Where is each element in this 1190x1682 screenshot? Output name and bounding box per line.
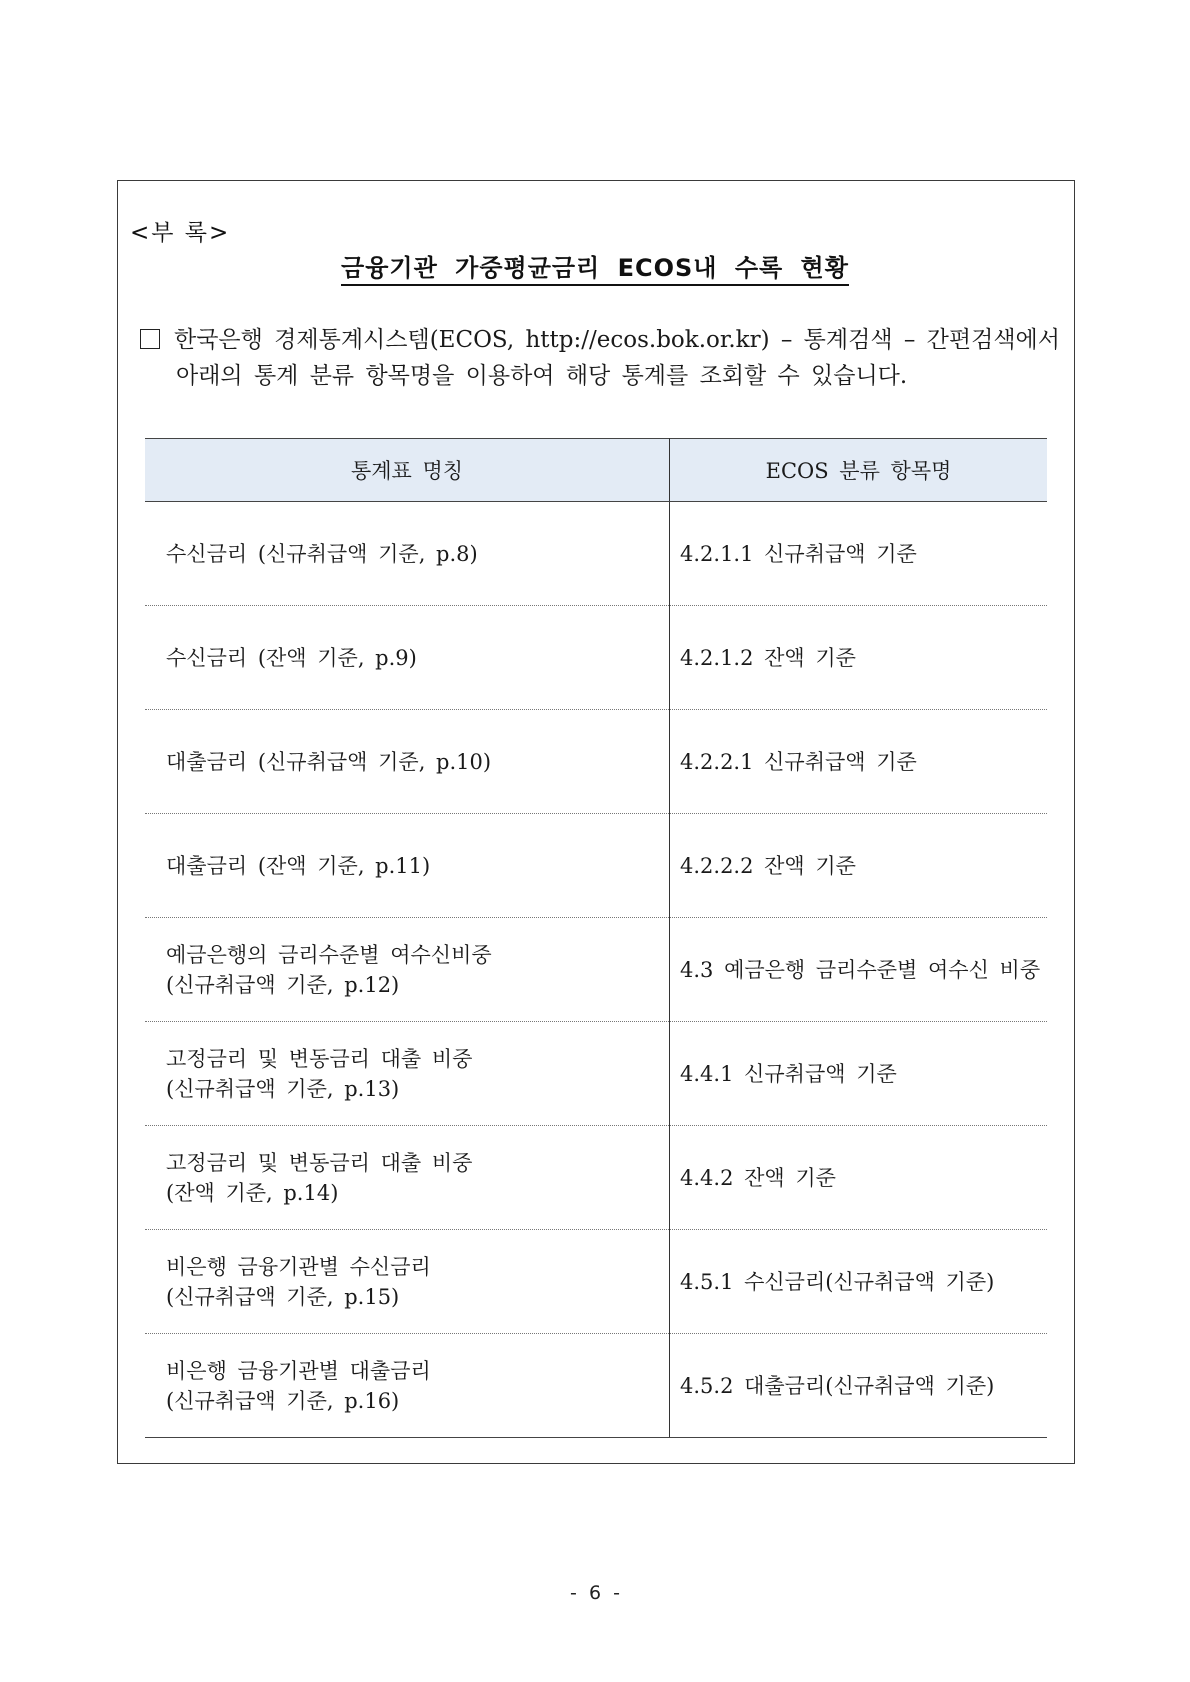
ecos-item-cell: 4.4.2 잔액 기준 (670, 1126, 1048, 1230)
table-name-line-2: (잔액 기준, p.14) (166, 1180, 339, 1205)
ecos-item-cell: 4.2.1.1 신규취급액 기준 (670, 502, 1048, 606)
table-row (145, 606, 1047, 710)
table-name-cell (145, 814, 670, 918)
table-name-line-1: 고정금리 및 변동금리 대출 비중 (166, 1150, 473, 1175)
table-row (145, 1230, 1047, 1334)
table-name-line-1: 대출금리 (신규취급액 기준, p.10) (166, 749, 492, 774)
table-name-cell (145, 918, 670, 1022)
table-name-cell (145, 606, 670, 710)
table-row (145, 1126, 1047, 1230)
table-row (145, 1022, 1047, 1126)
table-row (145, 710, 1047, 814)
checkbox-icon (140, 329, 160, 349)
ecos-item-cell: 4.2.1.2 잔액 기준 (670, 606, 1048, 710)
table-name-line-2: (신규취급액 기준, p.15) (166, 1284, 400, 1309)
appendix-label: <부 록> (130, 220, 231, 246)
table-name-cell (145, 710, 670, 814)
table-name-line-1: 수신금리 (잔액 기준, p.9) (166, 645, 417, 670)
ecos-item-cell: 4.5.1 수신금리(신규취급액 기준) (670, 1230, 1048, 1334)
table-name-line-2: (신규취급액 기준, p.12) (166, 972, 400, 997)
table-name-line-1: 예금은행의 금리수준별 여수신비중 (166, 942, 492, 967)
notice-line-1: 한국은행 경제통계시스템(ECOS, http://ecos.bok.or.kr) – 통계검색 – 간편검색에서 (174, 327, 1060, 353)
table-name-line-1: 비은행 금융기관별 수신금리 (166, 1254, 431, 1279)
table-name-cell (145, 1126, 670, 1230)
page-number: - 6 - (570, 1582, 620, 1604)
table-row (145, 814, 1047, 918)
table-name-line-1: 대출금리 (잔액 기준, p.11) (166, 853, 431, 878)
table-header (145, 439, 1047, 502)
table-name-line-1: 고정금리 및 변동금리 대출 비중 (166, 1046, 473, 1071)
column-header-ecos-item: ECOS 분류 항목명 (670, 439, 1048, 502)
table-row (145, 502, 1047, 606)
ecos-table (145, 438, 1047, 1438)
table-name-cell (145, 502, 670, 606)
ecos-item-cell: 4.2.2.1 신규취급액 기준 (670, 710, 1048, 814)
table-name-line-1: 비은행 금융기관별 대출금리 (166, 1358, 431, 1383)
table-name-cell (145, 1230, 670, 1334)
notice-paragraph (140, 322, 1070, 394)
table-name-line-2: (신규취급액 기준, p.13) (166, 1076, 400, 1101)
ecos-item-cell: 4.2.2.2 잔액 기준 (670, 814, 1048, 918)
table-name-line-1: 수신금리 (신규취급액 기준, p.8) (166, 541, 478, 566)
table-name-cell (145, 1334, 670, 1438)
notice-line-2: 아래의 통계 분류 항목명을 이용하여 해당 통계를 조회할 수 있습니다. (176, 363, 908, 389)
ecos-item-cell: 4.4.1 신규취급액 기준 (670, 1022, 1048, 1126)
table-name-cell (145, 1022, 670, 1126)
ecos-item-cell: 4.3 예금은행 금리수준별 여수신 비중 (670, 918, 1048, 1022)
table-row (145, 918, 1047, 1022)
page-title-text: 금융기관 가중평균금리 ECOS내 수록 현황 (341, 254, 849, 286)
ecos-item-cell: 4.5.2 대출금리(신규취급액 기준) (670, 1334, 1048, 1438)
table-name-line-2: (신규취급액 기준, p.16) (166, 1388, 400, 1413)
column-header-table-name: 통계표 명칭 (145, 439, 670, 502)
table-row (145, 1334, 1047, 1438)
table-header-row (145, 439, 1047, 502)
page-title (0, 248, 1190, 283)
table-body (145, 502, 1047, 1438)
